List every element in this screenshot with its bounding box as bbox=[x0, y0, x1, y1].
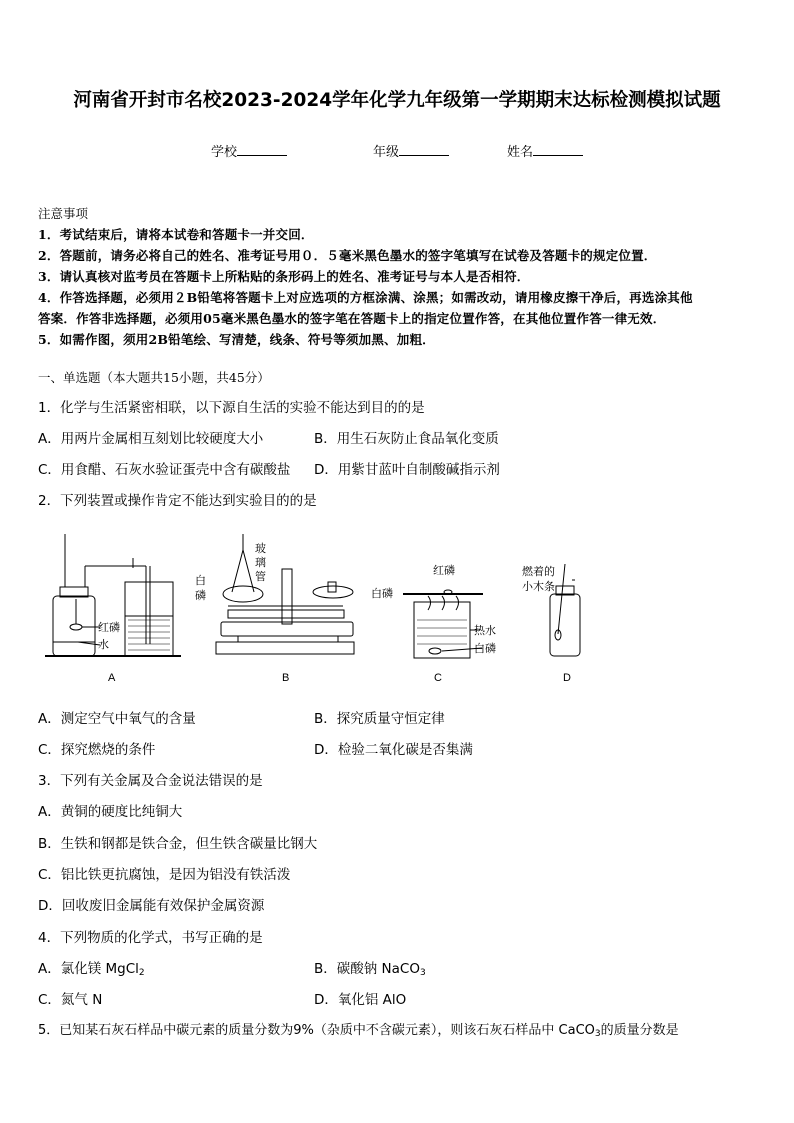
fig-label-d: D bbox=[563, 672, 571, 684]
q4-b-sub: 3 bbox=[419, 968, 426, 978]
name-field bbox=[507, 141, 583, 160]
q2-option-c: C．探究燃烧的条件 bbox=[38, 742, 156, 758]
q2-option-b: B．探究质量守恒定律 bbox=[314, 711, 445, 727]
name-label: 姓名 bbox=[507, 145, 534, 160]
fig-b-phosphorus: 磷 bbox=[195, 590, 206, 602]
q5-stem-pre: 5．已知某石灰石样品中碳元素的质量分数为9%（杂质中不含碳元素），则该石灰石样品中 CaCO bbox=[38, 1023, 595, 1038]
apparatus-figure bbox=[38, 524, 608, 689]
fig-b-white: 白 bbox=[195, 575, 206, 587]
q4-a-text: A．氯化镁 MgCl bbox=[38, 961, 139, 977]
school-field bbox=[211, 141, 287, 160]
fig-c-white-phosphorus-2: 白磷 bbox=[474, 643, 496, 655]
fig-label-c: C bbox=[434, 672, 442, 684]
question-3-stem: 3．下列有关金属及合金说法错误的是 bbox=[38, 773, 263, 789]
q1-option-d: D．用紫甘蓝叶自制酸碱指示剂 bbox=[314, 462, 500, 478]
fig-d-burning-1: 燃着的 bbox=[522, 566, 555, 578]
question-1-stem: 1．化学与生活紧密相联，以下源自生活的实验不能达到目的的是 bbox=[38, 400, 425, 416]
notes-heading: 注意事项 bbox=[38, 206, 89, 221]
fig-d-burning-2: 小木条 bbox=[522, 581, 555, 593]
q1-option-c: C．用食醋、石灰水验证蛋壳中含有碳酸盐 bbox=[38, 462, 291, 478]
note-item: 答案．作答非选择题，必须用05毫米黑色墨水的签字笔在答题卡上的指定位置作答，在其他位置作答一律无效． bbox=[38, 311, 666, 326]
question-4-stem: 4．下列物质的化学式，书写正确的是 bbox=[38, 930, 263, 946]
q4-option-c: C．氮气 N bbox=[38, 992, 103, 1008]
school-label: 学校 bbox=[211, 145, 238, 160]
q2-option-d: D．检验二氧化碳是否集满 bbox=[314, 742, 473, 758]
apparatus-c bbox=[403, 590, 483, 658]
q3-option-b: B．生铁和钢都是铁合金，但生铁含碳量比钢大 bbox=[38, 836, 318, 852]
fig-b-glass1: 玻 bbox=[255, 543, 266, 555]
q3-option-d: D．回收废旧金属能有效保护金属资源 bbox=[38, 898, 265, 914]
apparatus-b bbox=[216, 534, 354, 654]
page-title: 河南省开封市名校2023-2024学年化学九年级第一学期期末达标检测模拟试题 bbox=[73, 90, 721, 111]
grade-label: 年级 bbox=[373, 145, 400, 160]
q4-option-b bbox=[314, 957, 426, 978]
fig-c-red-phosphorus: 红磷 bbox=[433, 565, 455, 577]
fig-a-water: 水 bbox=[98, 639, 109, 651]
note-item: 5．如需作图，须用2B铅笔绘、写清楚，线条、符号等须加黑、加粗． bbox=[38, 332, 435, 347]
fig-c-hot-water: 热水 bbox=[474, 625, 496, 637]
question-2-stem: 2．下列装置或操作肯定不能达到实验目的的是 bbox=[38, 493, 317, 509]
fig-b-glass2: 璃 bbox=[255, 557, 266, 569]
section-heading: 一、单选题（本大题共15小题，共45分） bbox=[38, 370, 270, 385]
q4-option-d: D．氧化铝 AlO bbox=[314, 992, 407, 1008]
q5-stem-sub: 3 bbox=[594, 1029, 601, 1039]
q4-b-text: B．碳酸钠 NaCO bbox=[314, 961, 420, 977]
apparatus-a bbox=[45, 534, 181, 656]
q1-option-b: B．用生石灰防止食品氧化变质 bbox=[314, 431, 499, 447]
q4-option-a bbox=[38, 957, 145, 978]
name-blank bbox=[533, 143, 583, 156]
question-5-stem bbox=[38, 1019, 679, 1039]
fig-b-glass3: 管 bbox=[255, 571, 266, 583]
fig-label-b: B bbox=[282, 672, 290, 684]
note-item: 4．作答选择题，必须用２B铅笔将答题卡上对应选项的方框涂满、涂黑；如需改动，请用橡皮擦干净后，再选涂其他 bbox=[38, 290, 693, 305]
fig-a-red-phosphorus: 红磷 bbox=[98, 622, 120, 634]
note-item: 3．请认真核对监考员在答题卡上所粘贴的条形码上的姓名、准考证号与本人是否相符． bbox=[38, 269, 530, 284]
q2-option-a: A．测定空气中氧气的含量 bbox=[38, 711, 196, 727]
q4-a-sub: 2 bbox=[138, 968, 145, 978]
notes-block bbox=[38, 203, 758, 350]
school-blank bbox=[237, 143, 287, 156]
grade-blank bbox=[399, 143, 449, 156]
fig-c-white-phosphorus: 白磷 bbox=[371, 588, 393, 600]
grade-field bbox=[373, 141, 449, 160]
fig-label-a: A bbox=[108, 672, 116, 684]
q3-option-a: A．黄铜的硬度比纯铜大 bbox=[38, 804, 183, 820]
q1-option-a: A．用两片金属相互刻划比较硬度大小 bbox=[38, 431, 264, 447]
note-item: 1．考试结束后，请将本试卷和答题卡一并交回． bbox=[38, 227, 314, 242]
q5-stem-post: 的质量分数是 bbox=[600, 1023, 679, 1038]
note-item: 2．答题前，请务必将自己的姓名、准考证号用０．５毫米黑色墨水的签字笔填写在试卷及答题卡的规定位置． bbox=[38, 248, 657, 263]
q3-option-c: C．铝比铁更抗腐蚀，是因为铝没有铁活泼 bbox=[38, 867, 291, 883]
